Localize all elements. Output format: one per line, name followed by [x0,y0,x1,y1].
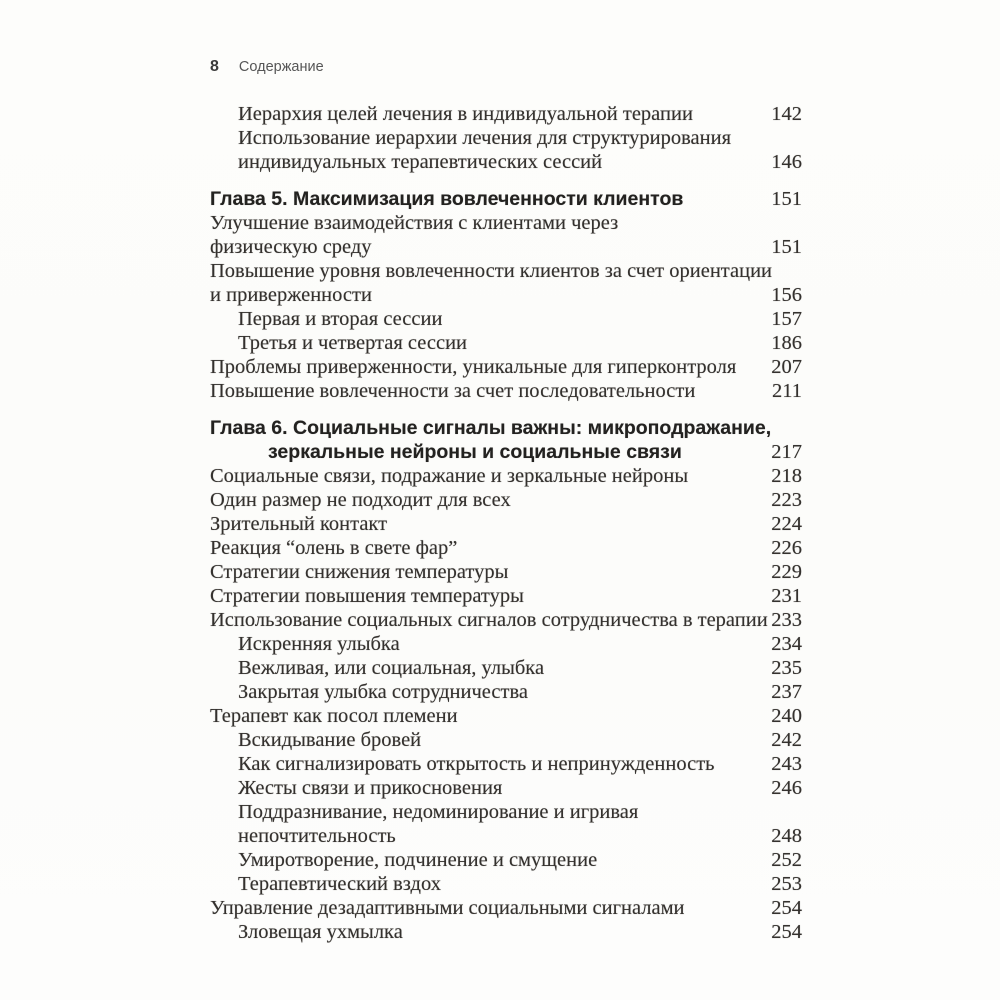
toc-entry-line: Терапевт как посол племени [210,705,458,727]
toc-entry-page: 186 [771,332,802,354]
toc-entry-line: Зрительный контакт [210,513,388,535]
toc-entry [210,355,802,379]
toc-entry-page: 224 [771,513,802,535]
toc-entry-page: 151 [771,236,802,258]
toc-entry-page: 207 [771,356,802,378]
toc-entry-page: 217 [771,441,802,463]
toc-entry [210,464,802,488]
toc-entry-line: Искренняя улыбка [238,633,400,655]
toc-entry [210,560,802,584]
toc-entry [210,920,802,944]
toc-entry-title [210,331,740,355]
toc-entry-line: Первая и вторая сессии [238,308,443,330]
toc-entry-title [210,680,740,704]
toc-entry-line: Вскидывание бровей [238,729,422,751]
toc-entry-title [210,560,740,584]
toc-entry [210,416,802,464]
toc-entry-page: 233 [771,609,802,631]
toc-entry-title [210,211,740,259]
toc-entry [210,728,802,752]
toc-entry-page: 234 [771,633,802,655]
toc-entry [210,704,802,728]
toc-entry-page: 156 [771,284,802,306]
toc-entry-line: Стратегии снижения температуры [210,561,509,583]
toc-entry-title [210,512,740,536]
toc-entry-title [210,656,740,680]
toc-entry-title [210,728,740,752]
toc-entry-page: 254 [771,897,802,919]
toc-entry [210,307,802,331]
toc-entry-line: Закрытая улыбка сотрудничества [238,681,528,703]
toc-entry-page: 243 [771,753,802,775]
toc-entry [210,488,802,512]
toc-entry-line: Глава 5. Максимизация вовлеченности клиентов [210,188,684,210]
toc-entry-title [210,704,740,728]
toc-entry-title [210,259,773,307]
toc-entry-title [210,464,740,488]
toc-entry [210,848,802,872]
toc-entry-page: 218 [771,465,802,487]
toc-entry-page: 248 [771,825,802,847]
toc-entry-title [210,800,740,848]
toc-entry-title [210,355,740,379]
toc-entry-line: Стратегии повышения температуры [210,585,524,607]
toc-entry [210,259,802,307]
toc-entry-line: Социальные связи, подражание и зеркальные нейроны [210,465,689,487]
toc-entry-title [210,416,772,464]
toc-entry-line: Один размер не подходит для всех [210,489,511,511]
toc-entry [210,102,802,126]
toc-entry-line: Третья и четвертая сессии [238,332,468,354]
toc-entry-title [210,187,740,211]
toc-entry [210,608,802,632]
toc-entry-page: 240 [771,705,802,727]
page-content [210,58,802,944]
toc-entry-line: Повышение уровня вовлеченности клиентов за счет ориентации [210,260,773,282]
toc-entry-title [210,536,740,560]
toc-entry-line: Зловещая ухмылка [238,921,403,943]
page-number: 8 [210,58,219,75]
toc-entry [210,776,802,800]
toc-entry-line: Проблемы приверженности, уникальные для гиперконтроля [210,356,737,378]
toc-entry-line: Поддразнивание, недоминирование и игривая [238,801,639,823]
toc-entry [210,584,802,608]
toc-entry-line: Управление дезадаптивными социальными сигналами [210,897,685,919]
toc-entry-page: 254 [771,921,802,943]
toc-entry [210,187,802,211]
toc-entry-line: Умиротворение, подчинение и смущение [238,849,598,871]
toc-entry-page: 151 [771,188,802,210]
toc-entry-page: 223 [771,489,802,511]
toc-entry-page: 142 [771,103,802,125]
toc-entry-page: 246 [771,777,802,799]
toc-entry-title [210,920,740,944]
toc-entry [210,126,802,174]
toc-entry [210,536,802,560]
toc-entry [210,211,802,259]
toc-entry [210,800,802,848]
toc-entry-line: Использование иерархии лечения для структурирования [238,127,732,149]
toc-entry [210,632,802,656]
toc-entry-page: 252 [771,849,802,871]
toc-entry-title [210,126,740,174]
toc-entry-page: 231 [771,585,802,607]
toc-entry [210,331,802,355]
toc-entry-line: непочтительность [238,825,396,847]
toc-entry-line: Вежливая, или социальная, улыбка [238,657,545,679]
toc-entry-line: Использование социальных сигналов сотрудничества в терапии [210,609,768,631]
page-title: Содержание [238,59,324,75]
toc-entry-line: Улучшение взаимодействия с клиентами через [210,212,619,234]
toc-entry [210,379,802,403]
toc-entry-page: 237 [771,681,802,703]
toc-list [210,102,802,944]
toc-entry-title [210,102,740,126]
toc-entry-page: 226 [771,537,802,559]
toc-entry [210,680,802,704]
toc-entry-title [210,307,740,331]
toc-entry-page: 229 [771,561,802,583]
toc-entry-line: Терапевтический вздох [238,873,441,895]
toc-entry-line: Реакция “олень в свете фар” [210,537,458,559]
toc-entry-page: 211 [772,380,802,402]
toc-entry-line: физическую среду [210,236,372,258]
toc-entry-line: Глава 6. Социальные сигналы важны: микроподражание, [210,417,772,439]
toc-entry-line: и приверженности [210,284,372,306]
toc-entry-title [210,632,740,656]
toc-entry [210,872,802,896]
toc-entry-page: 253 [771,873,802,895]
toc-entry-page: 157 [771,308,802,330]
toc-entry-line: Иерархия целей лечения в индивидуальной терапии [238,103,693,125]
toc-entry-line: Жесты связи и прикосновения [238,777,503,799]
toc-entry-page: 146 [771,151,802,173]
toc-entry-title [210,752,740,776]
toc-entry [210,896,802,920]
toc-entry [210,752,802,776]
toc-entry [210,512,802,536]
running-head [210,58,802,76]
toc-entry-title [210,848,740,872]
toc-entry-title [210,896,740,920]
toc-entry-page: 235 [771,657,802,679]
toc-entry-line: индивидуальных терапевтических сессий [238,151,603,173]
toc-entry-title [210,584,740,608]
toc-entry-title [210,608,768,632]
toc-entry-title [210,776,740,800]
toc-entry-line: Как сигнализировать открытость и непринужденность [238,753,715,775]
toc-entry-title [210,488,740,512]
toc-entry-title [210,379,740,403]
toc-entry-page: 242 [771,729,802,751]
toc-entry-line: зеркальные нейроны и социальные связи [268,441,682,463]
toc-entry-title [210,872,740,896]
toc-entry-line: Повышение вовлеченности за счет последовательности [210,380,696,402]
toc-entry [210,656,802,680]
